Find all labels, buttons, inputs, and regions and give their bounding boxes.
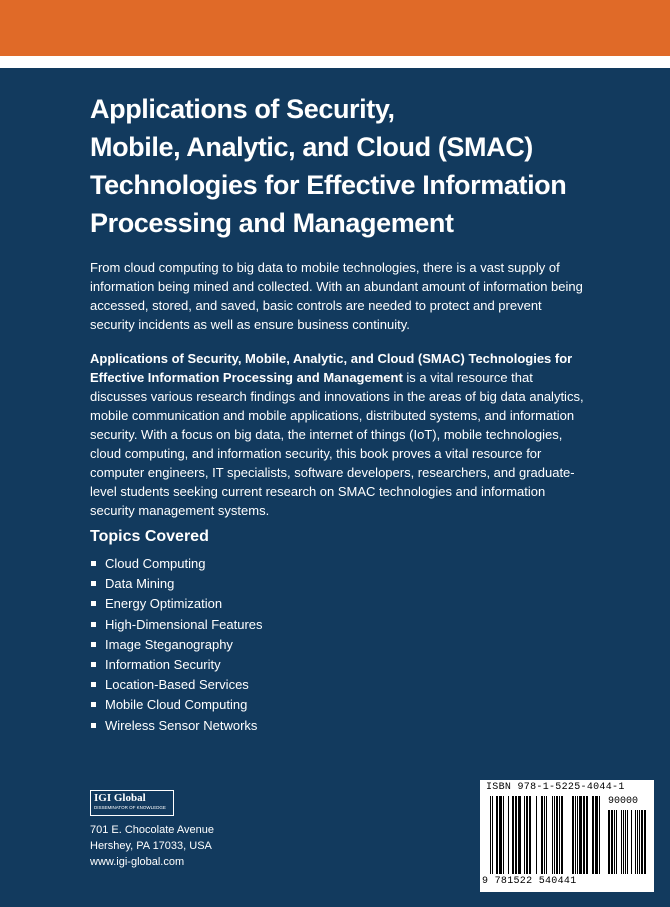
- topics-heading: Topics Covered: [90, 528, 209, 545]
- barcode-bar: [529, 796, 531, 874]
- barcode-bar: [556, 796, 558, 874]
- barcode-bar: [552, 796, 553, 874]
- topic-item: [90, 554, 263, 574]
- topic-item: [90, 594, 263, 614]
- topic-item: [90, 695, 263, 715]
- barcode-bar: [544, 796, 545, 874]
- addon-bar: [641, 810, 643, 874]
- barcode-bar: [536, 796, 537, 874]
- addon-bar: [644, 810, 646, 874]
- bullet-icon: [91, 601, 96, 606]
- ean-digits: 9 781522 540441: [482, 876, 577, 887]
- barcode-bar: [559, 796, 560, 874]
- barcode-bar: [575, 796, 576, 874]
- barcode-bar: [572, 796, 574, 874]
- topic-item: [90, 635, 263, 655]
- addon-bar: [625, 810, 626, 874]
- addon-bar: [623, 810, 624, 874]
- barcode-bar: [526, 796, 528, 874]
- bullet-icon: [91, 662, 96, 667]
- barcode-bar: [541, 796, 543, 874]
- barcode-bar: [492, 796, 493, 874]
- addon-bar: [616, 810, 617, 874]
- description-text: is a vital resource that discusses various research findings and innovations in the areas of big data analytics, mobile communication and mobile applications, distributed systems, and information security. With a focus on big data, the internet of things (IoT), mobile technologies, cloud computing, and information security, this book proves a vital resource for computer engineers, IT specialists, software developers, researchers, and graduate-level students seeking current research on SMAC technologies and information security management systems.: [90, 370, 584, 518]
- title-line: Technologies for Effective Information: [90, 170, 567, 200]
- addon-bar: [611, 810, 613, 874]
- publisher-logo: [90, 790, 174, 816]
- top-color-band: [0, 0, 670, 56]
- address-line: Hershey, PA 17033, USA: [90, 840, 212, 852]
- topic-label: Cloud Computing: [105, 556, 206, 571]
- barcode-bar: [490, 796, 491, 874]
- topic-item: [90, 716, 263, 736]
- topic-label: Mobile Cloud Computing: [105, 697, 248, 713]
- topic-label: Energy Optimization: [105, 596, 223, 612]
- bullet-icon: [91, 642, 96, 647]
- topic-label: Image Steganography: [105, 636, 233, 652]
- barcode-bar: [508, 796, 509, 874]
- band-divider: [0, 56, 670, 68]
- description-bold-title: Applications of Security, Mobile, Analytic, and Cloud (SMAC) Technologies for Effective Information Processing and Management: [90, 351, 573, 385]
- addon-bar: [614, 810, 615, 874]
- barcode-bar: [561, 796, 563, 874]
- barcode-bar: [515, 796, 517, 874]
- topics-list: [90, 554, 263, 736]
- barcode-bar: [546, 796, 547, 874]
- topic-item: [90, 675, 263, 695]
- barcode-bar: [583, 796, 585, 874]
- isbn-number: ISBN 978-1-5225-4044-1: [486, 782, 625, 793]
- barcode-bar: [592, 796, 594, 874]
- back-cover: [0, 68, 670, 907]
- title-line: Applications of Security,: [90, 94, 395, 124]
- barcode-bar: [524, 796, 525, 874]
- publisher-website: www.igi-global.com: [90, 856, 185, 868]
- addon-bar: [639, 810, 640, 874]
- barcode-bar: [586, 796, 588, 874]
- topic-item: [90, 655, 263, 675]
- barcode-bar: [577, 796, 578, 874]
- barcode-bar: [503, 796, 504, 874]
- barcode-bar: [554, 796, 555, 874]
- barcode-bar: [496, 796, 498, 874]
- topic-item: [90, 615, 263, 635]
- bullet-icon: [91, 702, 96, 707]
- publisher-address: [90, 822, 214, 870]
- addon-bar: [621, 810, 622, 874]
- addon-bar: [635, 810, 636, 874]
- barcode-bar: [518, 796, 521, 874]
- intro-paragraph: From cloud computing to big data to mobile technologies, there is a vast supply of information being mined and collected. With an abundant amount of information being accessed, stored, and saved, basic controls are needed to protect and prevent security incidents as well as ensure business continuity.: [90, 260, 583, 332]
- addon-bar: [631, 810, 632, 874]
- bullet-icon: [91, 561, 96, 566]
- address-line: 701 E. Chocolate Avenue: [90, 824, 214, 836]
- barcode-bar: [599, 796, 600, 874]
- addon-bar: [637, 810, 638, 874]
- topic-label: Wireless Sensor Networks: [105, 717, 258, 733]
- title-line: Processing and Management: [90, 208, 454, 238]
- logo-wordmark: IGI Global: [94, 792, 146, 804]
- title-line: Mobile, Analytic, and Cloud (SMAC): [90, 132, 533, 162]
- isbn-barcode: [480, 780, 654, 892]
- barcode-bar: [499, 796, 502, 874]
- topic-label: Information Security: [105, 657, 221, 673]
- bullet-icon: [91, 682, 96, 687]
- book-title: [90, 90, 650, 242]
- barcode-bar: [579, 796, 582, 874]
- barcode-bar: [595, 796, 598, 874]
- price-code: 90000: [608, 796, 639, 807]
- topic-label: High-Dimensional Features: [105, 616, 263, 632]
- description-paragraph: [90, 349, 590, 520]
- barcode-bar: [512, 796, 514, 874]
- bullet-icon: [91, 581, 96, 586]
- topic-label: Location-Based Services: [105, 677, 249, 693]
- addon-bar: [627, 810, 628, 874]
- bullet-icon: [91, 622, 96, 627]
- topic-item: [90, 574, 263, 594]
- bullet-icon: [91, 723, 96, 728]
- addon-bar: [608, 810, 610, 874]
- topic-label: Data Mining: [105, 576, 175, 592]
- logo-tagline: DISSEMINATOR OF KNOWLEDGE: [94, 805, 166, 810]
